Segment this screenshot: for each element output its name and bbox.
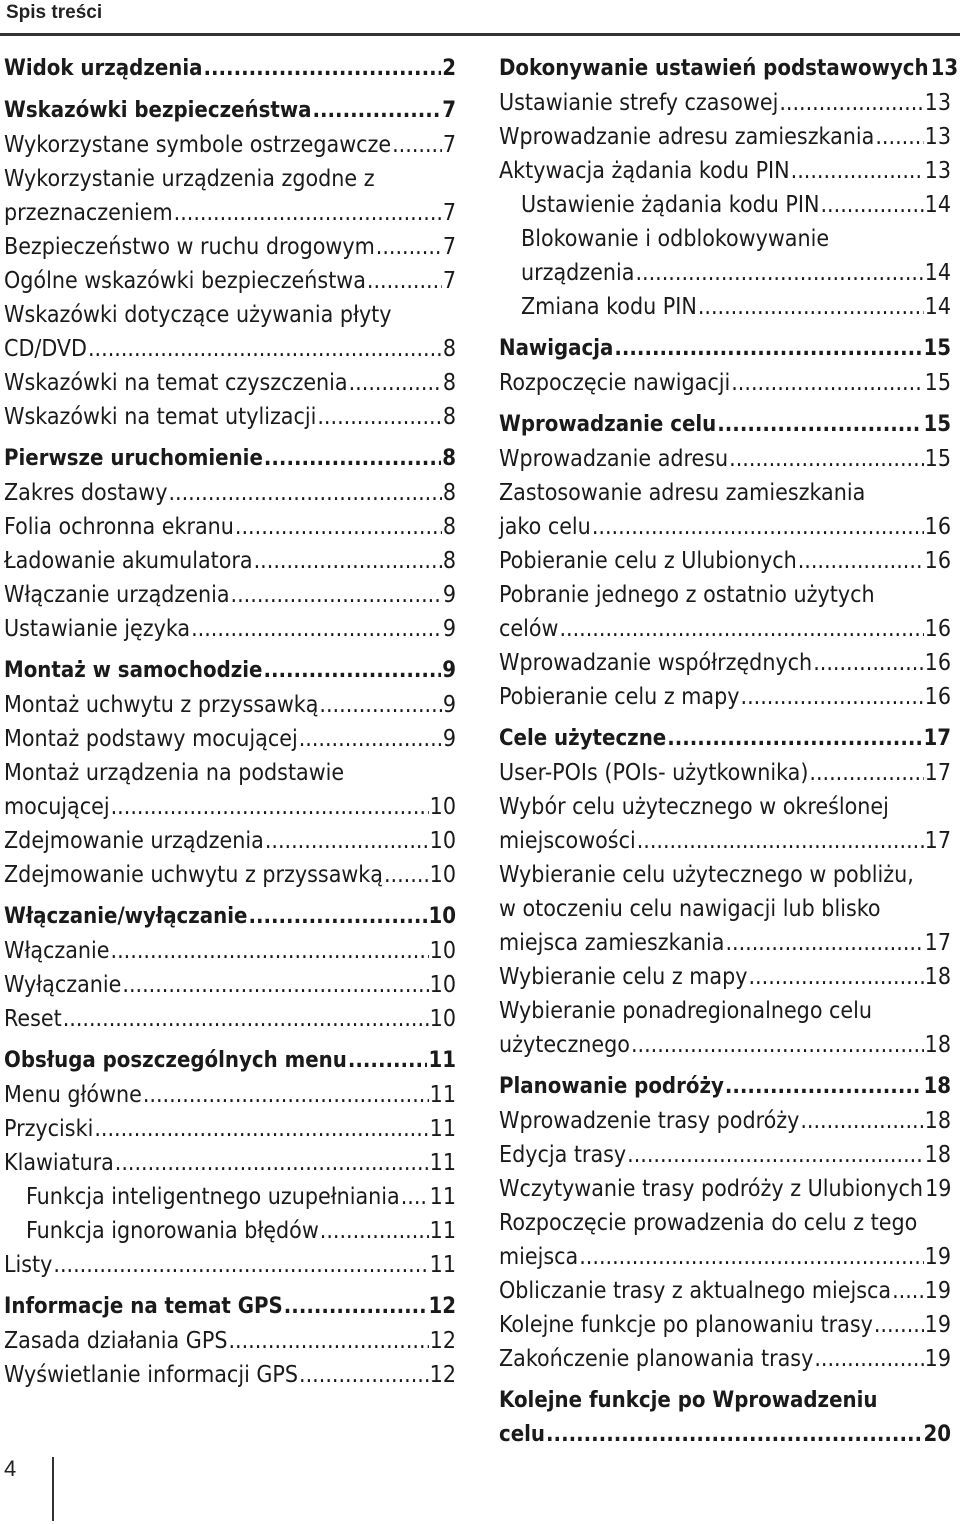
- toc-dot-leader: [725, 926, 923, 960]
- toc-dot-leader: [698, 290, 924, 324]
- toc-page-number: 10: [429, 862, 456, 888]
- toc-dot-leader: [559, 612, 923, 646]
- toc-entry-title: Przyciski: [4, 1116, 94, 1142]
- toc-page-number: 8: [442, 370, 456, 396]
- toc-entry-title: mocującej: [4, 794, 110, 820]
- toc-entry[interactable]: [4, 510, 456, 544]
- toc-dot-leader: [731, 366, 923, 400]
- toc-entry[interactable]: [499, 1240, 951, 1274]
- toc-page-number: 14: [924, 192, 951, 218]
- toc-entry[interactable]: [4, 858, 456, 892]
- toc-page-number: 9: [442, 658, 456, 683]
- toc-entry-title: przeznaczeniem: [4, 200, 173, 226]
- toc-page-number: 11: [429, 1184, 456, 1210]
- toc-dot-leader: [299, 722, 442, 756]
- toc-page-number: 13: [924, 158, 951, 184]
- toc-entry[interactable]: [4, 400, 456, 434]
- page-header-title: Spis treści: [6, 2, 103, 23]
- toc-entry-title: Cele użyteczne: [499, 726, 667, 751]
- toc-entry[interactable]: [4, 1324, 456, 1358]
- toc-dot-leader: [115, 1146, 429, 1180]
- toc-entry[interactable]: [499, 510, 951, 544]
- toc-entry[interactable]: [499, 188, 951, 222]
- toc-page-number: 11: [429, 1150, 456, 1176]
- toc-entry-title: Pobieranie celu z mapy: [499, 684, 740, 710]
- toc-entry-title: Zmiana kodu PIN: [521, 294, 697, 320]
- toc-dot-leader: [235, 510, 442, 544]
- toc-dot-leader: [231, 578, 442, 612]
- toc-entry-title: Montaż uchwytu z przyssawką: [4, 692, 319, 718]
- toc-entry-title: celu: [499, 1422, 546, 1447]
- toc-page-number: 8: [442, 404, 456, 430]
- toc-entry[interactable]: [499, 1308, 951, 1342]
- toc-dot-leader: [348, 1044, 428, 1078]
- toc-section-heading[interactable]: [499, 1070, 951, 1104]
- toc-page-number: 14: [924, 260, 951, 286]
- toc-entry[interactable]: [499, 290, 951, 324]
- toc-page-number: 13: [924, 90, 951, 116]
- toc-dot-leader: [729, 442, 924, 476]
- toc-page-number: 11: [428, 1048, 456, 1073]
- toc-entry[interactable]: [499, 544, 951, 578]
- toc-entry[interactable]: [499, 366, 951, 400]
- toc-entry-text-line: Pobranie jednego z ostatnio użytych: [499, 582, 875, 608]
- toc-entry[interactable]: [4, 612, 456, 646]
- toc-dot-leader: [349, 366, 442, 400]
- toc-entry-title: Wybieranie celu z mapy: [499, 964, 748, 990]
- toc-section-heading[interactable]: [499, 408, 951, 442]
- toc-dot-leader: [143, 1078, 429, 1112]
- toc-dot-leader: [717, 408, 922, 442]
- toc-entry-text-line: Zastosowanie adresu zamieszkania: [499, 480, 866, 506]
- toc-dot-leader: [122, 968, 428, 1002]
- toc-entry[interactable]: [499, 1138, 951, 1172]
- toc-dot-leader: [800, 1104, 923, 1138]
- toc-entry[interactable]: [4, 332, 456, 366]
- toc-entry-title: Funkcja ignorowania błędów: [26, 1218, 319, 1244]
- toc-entry-text-line: Montaż urządzenia na podstawie: [4, 760, 345, 786]
- toc-dot-leader: [320, 1214, 429, 1248]
- toc-entry-title: Klawiatura: [4, 1150, 114, 1176]
- toc-entry-text-line: Kolejne funkcje po Wprowadzeniu: [499, 1388, 878, 1413]
- toc-entry-title: Wykorzystane symbole ostrzegawcze: [4, 132, 392, 158]
- toc-dot-leader: [63, 1002, 429, 1036]
- toc-dot-leader: [798, 544, 924, 578]
- toc-entry-text-line: Rozpoczęcie prowadzenia do celu z tego: [499, 1210, 918, 1236]
- toc-entry-title: Bezpieczeństwo w ruchu drogowym: [4, 234, 375, 260]
- toc-dot-leader: [592, 510, 924, 544]
- toc-entry[interactable]: [499, 1342, 951, 1376]
- toc-page-number: 8: [442, 446, 456, 471]
- toc-entry[interactable]: [499, 680, 951, 714]
- toc-entry[interactable]: [4, 128, 456, 162]
- toc-entry-title: urządzenia: [521, 260, 635, 286]
- toc-page-number: 11: [429, 1218, 456, 1244]
- toc-page-number: 7: [442, 268, 456, 294]
- toc-entry[interactable]: [4, 688, 456, 722]
- toc-page-number: 9: [442, 616, 456, 642]
- toc-entry-title: Montaż w samochodzie: [4, 658, 263, 683]
- toc-page-number: 8: [442, 480, 456, 506]
- toc-entry[interactable]: [4, 578, 456, 612]
- toc-entry-title: User-POIs (POIs- użytkownika): [499, 760, 809, 786]
- toc-entry-title: jako celu: [499, 514, 591, 540]
- toc-dot-leader: [384, 858, 429, 892]
- toc-entry-title: Informacje na temat GPS: [4, 1294, 283, 1319]
- toc-entry-text-line: Wybieranie celu użytecznego w pobliżu,: [499, 862, 914, 888]
- toc-dot-leader: [791, 154, 924, 188]
- toc-dot-leader: [814, 1342, 923, 1376]
- toc-dot-leader: [254, 544, 442, 578]
- toc-page-number: 18: [924, 1032, 951, 1058]
- toc-page-number: 10: [429, 1006, 456, 1032]
- toc-entry[interactable]: [4, 1002, 456, 1036]
- toc-entry-title: Wyświetlanie informacji GPS: [4, 1362, 299, 1388]
- toc-dot-leader: [94, 1112, 428, 1146]
- toc-entry-title: miejscowości: [499, 828, 636, 854]
- toc-page-number: 10: [428, 904, 456, 929]
- toc-entry-text-line: Wybór celu użytecznego w określonej: [499, 794, 889, 820]
- toc-column-left: [4, 52, 456, 1392]
- toc-entry-title: Folia ochronna ekranu: [4, 514, 234, 540]
- toc-page-number: 17: [924, 930, 951, 956]
- toc-entry-title: Montaż podstawy mocującej: [4, 726, 298, 752]
- toc-entry[interactable]: [499, 1172, 951, 1206]
- toc-entry[interactable]: [4, 476, 456, 510]
- toc-page-number: 17: [924, 828, 951, 854]
- toc-page-number: 18: [924, 964, 951, 990]
- toc-dot-leader: [725, 1070, 923, 1104]
- toc-section-heading[interactable]: [4, 1044, 456, 1078]
- toc-entry[interactable]: [4, 1112, 456, 1146]
- toc-entry[interactable]: [4, 264, 456, 298]
- toc-entry-title: Ogólne wskazówki bezpieczeństwa: [4, 268, 366, 294]
- toc-page-number: 15: [924, 446, 951, 472]
- toc-section-heading[interactable]: [4, 52, 456, 86]
- toc-page-number: 7: [442, 98, 456, 123]
- toc-entry-title: Wyłączanie: [4, 972, 122, 998]
- toc-page-number: 9: [442, 692, 456, 718]
- toc-entry-title: Kolejne funkcje po planowaniu trasy: [499, 1312, 873, 1338]
- footer-divider: [52, 1457, 54, 1521]
- toc-entry-title: Wprowadzanie adresu zamieszkania: [499, 124, 875, 150]
- toc-dot-leader: [820, 188, 923, 222]
- toc-dot-leader: [392, 128, 442, 162]
- toc-entry-title: Ustawianie strefy czasowej: [499, 90, 779, 116]
- toc-page-number: 10: [429, 972, 456, 998]
- toc-page-number: 2: [442, 56, 456, 81]
- toc-entry-title: Ustawianie języka: [4, 616, 191, 642]
- toc-page-number: 20: [923, 1422, 951, 1447]
- toc-entry-title: Wprowadzanie współrzędnych: [499, 650, 813, 676]
- toc-page-number: 19: [924, 1244, 951, 1270]
- toc-entry-title: Edycja trasy: [499, 1142, 627, 1168]
- toc-dot-leader: [168, 476, 441, 510]
- toc-entry-title: Pierwsze uruchomienie: [4, 446, 263, 471]
- toc-entry[interactable]: [499, 442, 951, 476]
- toc-dot-leader: [111, 790, 429, 824]
- toc-page-number: 17: [923, 726, 951, 751]
- toc-dot-leader: [191, 612, 442, 646]
- toc-page-number: 9: [442, 582, 456, 608]
- toc-entry-title: miejsca zamieszkania: [499, 930, 725, 956]
- toc-entry[interactable]: [4, 1146, 456, 1180]
- toc-dot-leader: [264, 442, 441, 476]
- toc-entry-title: Ustawienie żądania kodu PIN: [521, 192, 820, 218]
- toc-entry[interactable]: [499, 612, 951, 646]
- toc-page-number: 10: [429, 828, 456, 854]
- toc-entry-title: Wskazówki na temat utylizacji: [4, 404, 317, 430]
- toc-entry[interactable]: [4, 824, 456, 858]
- toc-entry-title: użytecznego: [499, 1032, 630, 1058]
- toc-dot-leader: [809, 756, 923, 790]
- toc-dot-leader: [367, 264, 442, 298]
- toc-entry[interactable]: [4, 790, 456, 824]
- toc-page-number: 13: [924, 124, 951, 150]
- toc-page-number: 8: [442, 514, 456, 540]
- toc-dot-leader: [875, 120, 923, 154]
- toc-entry[interactable]: [4, 544, 456, 578]
- toc-entry[interactable]: [4, 1358, 456, 1392]
- toc-entry[interactable]: [499, 256, 951, 290]
- toc-dot-leader: [614, 332, 922, 366]
- toc-section-heading[interactable]: [4, 900, 456, 934]
- toc-entry[interactable]: [4, 196, 456, 230]
- toc-page-number: 7: [442, 132, 456, 158]
- toc-entry-text-line: w otoczeniu celu nawigacji lub blisko: [499, 896, 881, 922]
- toc-entry-title: Wczytywanie trasy podróży z Ulubionych: [499, 1176, 924, 1202]
- toc-entry[interactable]: [4, 934, 456, 968]
- toc-section-heading[interactable]: [4, 94, 456, 128]
- toc-page-number: 11: [429, 1116, 456, 1142]
- toc-page-number: 16: [924, 616, 951, 642]
- toc-page-number: 12: [429, 1362, 456, 1388]
- toc-dot-leader: [741, 680, 924, 714]
- toc-entry-title: Zasada działania GPS: [4, 1328, 228, 1354]
- toc-page-number: 16: [924, 684, 951, 710]
- toc-entry-title: Wskazówki bezpieczeństwa: [4, 98, 312, 123]
- toc-entry[interactable]: [499, 960, 951, 994]
- toc-entry-title: Planowanie podróży: [499, 1074, 724, 1099]
- toc-entry[interactable]: [4, 968, 456, 1002]
- toc-section-heading[interactable]: [4, 654, 456, 688]
- toc-dot-leader: [204, 52, 442, 86]
- toc-entry-title: Obliczanie trasy z aktualnego miejsca: [499, 1278, 892, 1304]
- toc-dot-leader: [88, 332, 442, 366]
- toc-entry-title: Zdejmowanie uchwytu z przyssawką: [4, 862, 383, 888]
- toc-page-number: 12: [428, 1294, 456, 1319]
- toc-page-number: 16: [924, 650, 951, 676]
- toc-dot-leader: [299, 1358, 429, 1392]
- toc-dot-leader: [284, 1290, 428, 1324]
- toc-page-number: 16: [924, 514, 951, 540]
- toc-entry[interactable]: [4, 1078, 456, 1112]
- toc-entry-title: Zakończenie planowania trasy: [499, 1346, 814, 1372]
- toc-page-number: 15: [924, 370, 951, 396]
- toc-entry-title: Rozpoczęcie nawigacji: [499, 370, 731, 396]
- toc-page-number: 19: [925, 1176, 952, 1202]
- toc-entry-text-line: Wskazówki dotyczące używania płyty: [4, 302, 392, 328]
- toc-entry[interactable]: [4, 722, 456, 756]
- toc-entry-title: Zakres dostawy: [4, 480, 168, 506]
- toc-entry-text-line: Wybieranie ponadregionalnego celu: [499, 998, 873, 1024]
- toc-page-number: 17: [924, 760, 951, 786]
- toc-entry-title: Nawigacja: [499, 336, 614, 361]
- toc-page-number: 18: [923, 1074, 951, 1099]
- toc-dot-leader: [631, 1028, 924, 1062]
- toc-dot-leader: [667, 722, 922, 756]
- toc-entry-title: Ładowanie akumulatora: [4, 548, 253, 574]
- toc-section-heading[interactable]: [4, 1290, 456, 1324]
- toc-dot-leader: [111, 934, 429, 968]
- toc-dot-leader: [319, 688, 441, 722]
- toc-page-number: 11: [429, 1082, 456, 1108]
- toc-entry[interactable]: [4, 1248, 456, 1282]
- toc-dot-leader: [892, 1274, 924, 1308]
- toc-page-number: 10: [429, 794, 456, 820]
- toc-entry-text-line: Blokowanie i odblokowywanie: [521, 226, 830, 252]
- toc-entry[interactable]: [499, 926, 951, 960]
- toc-page-number: 18: [924, 1108, 951, 1134]
- toc-dot-leader: [627, 1138, 924, 1172]
- toc-dot-leader: [265, 824, 429, 858]
- toc-page-number: 7: [442, 234, 456, 260]
- toc-page-number: 9: [442, 726, 456, 752]
- toc-entry[interactable]: [4, 366, 456, 400]
- toc-entry-title: Reset: [4, 1006, 62, 1032]
- toc-dot-leader: [401, 1180, 429, 1214]
- toc-entry[interactable]: [4, 230, 456, 264]
- toc-column-right: [499, 52, 959, 1452]
- toc-page-number: 15: [923, 412, 951, 437]
- header-divider: [0, 33, 960, 36]
- toc-dot-leader: [376, 230, 442, 264]
- toc-entry-title: Funkcja inteligentnego uzupełniania: [26, 1184, 400, 1210]
- toc-entry[interactable]: [499, 1028, 951, 1062]
- toc-entry[interactable]: [499, 120, 951, 154]
- toc-entry-title: celów: [499, 616, 559, 642]
- toc-entry-title: Wprowadzenie trasy podróży: [499, 1108, 800, 1134]
- toc-entry[interactable]: [499, 756, 951, 790]
- toc-entry-title: Zdejmowanie urządzenia: [4, 828, 264, 854]
- toc-entry-title: Włączanie/wyłączanie: [4, 904, 248, 929]
- toc-dot-leader: [313, 94, 442, 128]
- toc-dot-leader: [874, 1308, 924, 1342]
- toc-entry-title: Widok urządzenia: [4, 56, 203, 81]
- toc-entry-title: Menu główne: [4, 1082, 142, 1108]
- toc-page-number: 19: [924, 1278, 951, 1304]
- toc-entry-title: Włączanie urządzenia: [4, 582, 230, 608]
- toc-page-number: 18: [924, 1142, 951, 1168]
- toc-page-number: 12: [429, 1328, 456, 1354]
- toc-entry-title: Obsługa poszczególnych menu: [4, 1048, 347, 1073]
- toc-dot-leader: [813, 646, 923, 680]
- toc-page-number: 8: [442, 548, 456, 574]
- toc-entry-title: CD/DVD: [4, 336, 87, 362]
- toc-entry[interactable]: [499, 1274, 951, 1308]
- toc-dot-leader: [228, 1324, 428, 1358]
- toc-page-number: 11: [429, 1252, 456, 1278]
- toc-dot-leader: [635, 256, 923, 290]
- toc-dot-leader: [317, 400, 441, 434]
- toc-entry[interactable]: [499, 824, 951, 858]
- toc-dot-leader: [637, 824, 924, 858]
- toc-page-number: 8: [442, 336, 456, 362]
- toc-page-number: 10: [429, 938, 456, 964]
- toc-entry[interactable]: [4, 1214, 456, 1248]
- toc-dot-leader: [546, 1418, 922, 1452]
- toc-entry-title: Wskazówki na temat czyszczenia: [4, 370, 348, 396]
- toc-page-number: 14: [924, 294, 951, 320]
- toc-entry[interactable]: [499, 1104, 951, 1138]
- toc-section-heading[interactable]: [4, 442, 456, 476]
- toc-dot-leader: [748, 960, 923, 994]
- toc-entry-title: miejsca: [499, 1244, 579, 1270]
- toc-page-number: 7: [442, 200, 456, 226]
- toc-page-number: 19: [924, 1312, 951, 1338]
- toc-entry-title: Aktywacja żądania kodu PIN: [499, 158, 790, 184]
- toc-entry-title: Listy: [4, 1252, 53, 1278]
- toc-page-number: 13: [930, 56, 959, 81]
- toc-entry[interactable]: [499, 154, 951, 188]
- toc-dot-leader: [779, 86, 923, 120]
- toc-section-heading[interactable]: [499, 52, 959, 86]
- toc-dot-leader: [248, 900, 427, 934]
- toc-entry-text-line: Wykorzystanie urządzenia zgodne z: [4, 166, 375, 192]
- toc-section-heading[interactable]: [499, 722, 951, 756]
- toc-entry-title: Dokonywanie ustawień podstawowych: [499, 56, 929, 81]
- toc-page-number: 19: [924, 1346, 951, 1372]
- toc-entry[interactable]: [499, 646, 951, 680]
- toc-entry-title: Pobieranie celu z Ulubionych: [499, 548, 797, 574]
- toc-dot-leader: [53, 1248, 428, 1282]
- toc-dot-leader: [263, 654, 441, 688]
- toc-entry-title: Wprowadzanie adresu: [499, 446, 729, 472]
- toc-dot-leader: [579, 1240, 923, 1274]
- toc-entry[interactable]: [4, 1180, 456, 1214]
- toc-section-heading[interactable]: [499, 1418, 951, 1452]
- toc-page-number: 15: [923, 336, 951, 361]
- page-number: 4: [4, 1456, 17, 1481]
- toc-dot-leader: [174, 196, 442, 230]
- toc-page-number: 16: [924, 548, 951, 574]
- toc-section-heading[interactable]: [499, 332, 951, 366]
- toc-entry[interactable]: [499, 86, 951, 120]
- toc-entry-title: Wprowadzanie celu: [499, 412, 717, 437]
- toc-entry-title: Włączanie: [4, 938, 110, 964]
